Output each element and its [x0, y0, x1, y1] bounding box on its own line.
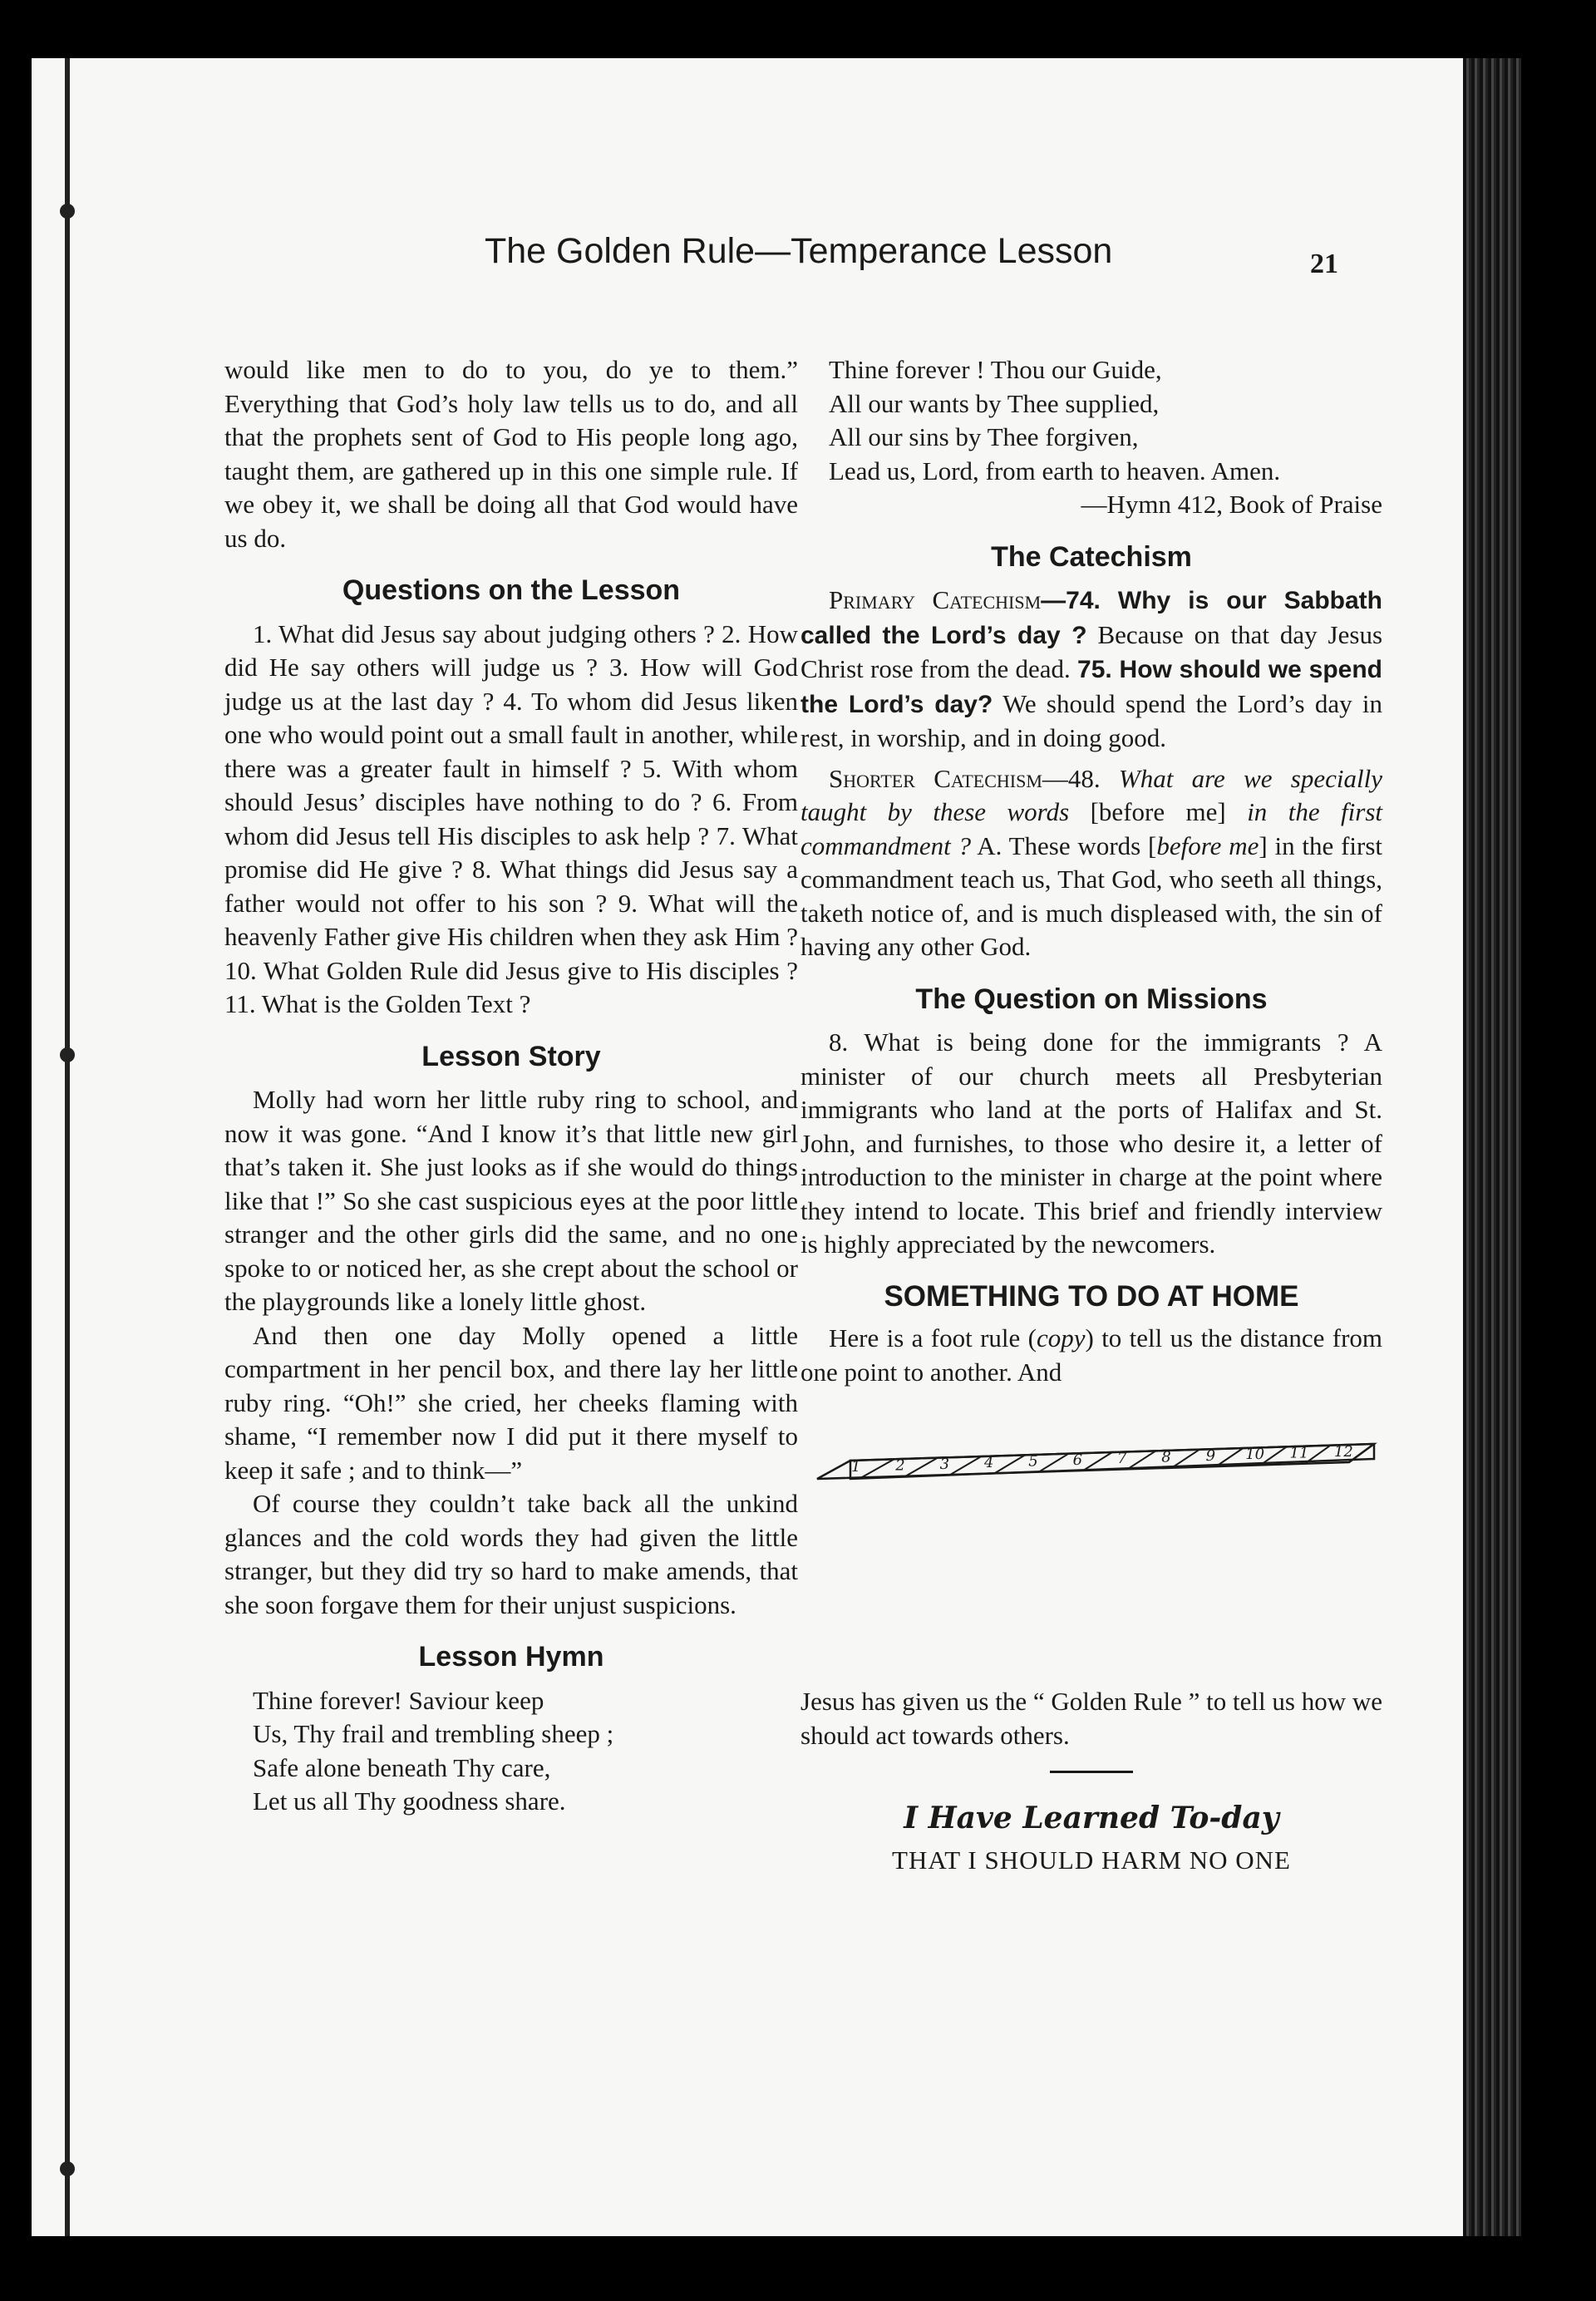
answer-75: We should spend the Lord’s day in rest, in worship, and in doing good. [800, 688, 1382, 752]
ruler-number: 9 [1205, 1446, 1216, 1465]
foot-rule-drawing [800, 1419, 1382, 1519]
ruler-tick [994, 1455, 1025, 1473]
hymn-line: Thine forever ! Thou our Guide, [829, 355, 1162, 384]
ruler-tick [950, 1456, 982, 1475]
hymn-line: All our sins by Thee forgiven, [829, 422, 1139, 451]
ruler-number: 3 [939, 1455, 950, 1473]
story-heading: Lesson Story [421, 1040, 601, 1072]
shorter-catechism-label: Shorter Catechism [829, 763, 1042, 793]
ruler-tick [1039, 1454, 1069, 1472]
ruler-number: 10 [1245, 1446, 1265, 1464]
primary-catechism [800, 584, 1382, 756]
answer-48-italic: before me [1156, 830, 1259, 860]
ruler-tick [906, 1458, 938, 1476]
ruler-number: 6 [1072, 1451, 1083, 1469]
running-header: The Golden Rule—Temperance Lesson [485, 231, 1113, 271]
home-activity-paragraph [800, 1322, 1382, 1389]
story-paragraph: And then one day Molly opened a little compartment in her pencil box, and there lay her little ruby ring. “Oh!” she cried, her cheeks flaming with shame, “I remember now I did put it there myself to keep it safe ; and to think—” [224, 1320, 798, 1485]
ruler-number: 5 [1028, 1452, 1038, 1471]
ruler-number: 8 [1161, 1448, 1171, 1466]
hymn-line: Us, Thy frail and trembling sheep ; [253, 1719, 614, 1748]
hymn-verse [224, 1684, 798, 1819]
foot-rule-illustration [800, 1419, 1382, 1685]
binding-knob [60, 2161, 75, 2176]
binding-knob [60, 1047, 75, 1062]
golden-rule-paragraph: Jesus has given us the “ Golden Rule ” to tell us how we should act towards others. [800, 1687, 1382, 1750]
hymn-verse [800, 353, 1382, 488]
learned-heading: I Have Learned To-day [904, 1801, 1279, 1835]
page-edge [1463, 58, 1521, 2236]
intro-paragraph: would like men to do to you, do ye to them.” Everything that God’s holy law tells us to do, and all that the prophets sent of God to His people long ago, taught them, are gathered up in this one simple rule. If we obey it, we shall be doing all that God would have us do. [224, 355, 798, 553]
hymn-attribution: —Hymn 412, Book of Praise [1081, 490, 1382, 519]
question-48-text: What are we specially taught by these words [800, 763, 1382, 826]
question-75: 75. How should we spend the Lord’s day? [800, 656, 1382, 718]
ruler-number: 1 [850, 1458, 861, 1476]
story-paragraph: Molly had worn her little ruby ring to school, and now it was gone. “And I know it’s that little new girl that’s taken it. She just looks as if she would do things like that !” So she cast suspicious eyes at the poor little stranger and the other girls did the same, and no one spoke to or noticed her, as she crept about the school or the playgrounds like a lonely little ghost. [224, 1085, 798, 1316]
hymn-line: Let us all Thy goodness share. [253, 1786, 566, 1816]
ruler-number: 7 [1116, 1450, 1127, 1468]
question-74: —74. Why is our Sabbath called the Lord’s day ? [800, 587, 1382, 649]
home-text: Here is a foot rule ( [829, 1323, 1037, 1353]
question-48-number: —48. [1042, 763, 1101, 793]
home-text-italic: copy [1036, 1323, 1086, 1353]
page-number: 21 [1310, 249, 1338, 279]
hymn-line: Thine forever! Saviour keep [253, 1685, 544, 1715]
ruler-tick [1083, 1452, 1112, 1471]
home-text: ) to tell us the distance from one point to another. And [800, 1323, 1383, 1387]
binding-knob [60, 204, 75, 219]
answer-74: Because on that day Jesus Christ rose from the dead. [800, 619, 1383, 683]
ruler-number: 2 [895, 1456, 905, 1475]
question-48-text: in the first commandment ? [800, 797, 1383, 860]
answer-48: ] in the first commandment teach us, That God, who seeth all things, taketh notice of, and is much displeased with, the sin of having any other God. [800, 830, 1383, 961]
ruler-number: 11 [1289, 1444, 1309, 1462]
hymn-line: Safe alone beneath Thy care, [253, 1752, 551, 1782]
missions-heading: The Question on Missions [915, 983, 1268, 1015]
left-column [224, 353, 798, 1819]
home-activity-heading: SOMETHING TO DO AT HOME [884, 1279, 1299, 1313]
binding-edge [65, 58, 70, 2236]
hymn-heading: Lesson Hymn [418, 1641, 604, 1673]
hymn-line: All our wants by Thee supplied, [829, 388, 1160, 418]
questions-paragraph: 1. What did Jesus say about judging others ? 2. How did He say others will judge us ? 3. How will God judge us at the last day ? 4. To whom did Jesus liken one who would point out a small fault in another, while there was a greater fault in himself ? 5. With whom should Jesus’ disciples have nothing to do ? 6. From whom did Jesus tell His disciples to ask help ? 7. What promise did He give ? 8. What things did Jesus say a father would not offer to his son ? 9. What will the heavenly Father give His children when they ask Him ? 10. What Golden Rule did Jesus give to His disciples ? 11. What is the Golden Text ? [224, 618, 798, 1018]
ruler-tick [861, 1459, 894, 1477]
ruler-number: 12 [1333, 1442, 1353, 1461]
story-paragraph: Of course they couldn’t take back all the unkind glances and the cold words they had given the little stranger, but they did try so hard to make amends, that she soon forgave them for their unjust suspicions. [224, 1489, 798, 1619]
right-column [800, 353, 1382, 1877]
hymn-line: Lead us, Lord, from earth to heaven. Amen. [829, 456, 1281, 485]
divider [1050, 1771, 1133, 1773]
primary-catechism-label: Primary Catechism [829, 585, 1042, 614]
learned-statement: THAT I SHOULD HARM NO ONE [892, 1845, 1291, 1875]
catechism-heading: The Catechism [991, 540, 1192, 573]
questions-heading: Questions on the Lesson [342, 574, 681, 606]
page [32, 58, 1521, 2236]
shorter-catechism [800, 762, 1382, 964]
missions-paragraph: 8. What is being done for the immigrants ? A minister of our church meets all Presbyterian immigrants who land at the ports of Halifax and St. John, and furnishes, to those who desire it, a letter of introduction to the minister in charge at the point where they intend to locate. This brief and friendly interview is highly appreciated by the newcomers. [800, 1027, 1382, 1259]
ruler-number: 4 [983, 1454, 994, 1472]
answer-48: A. These words [ [977, 830, 1157, 860]
question-48-bracket: [before me] [1090, 797, 1226, 826]
